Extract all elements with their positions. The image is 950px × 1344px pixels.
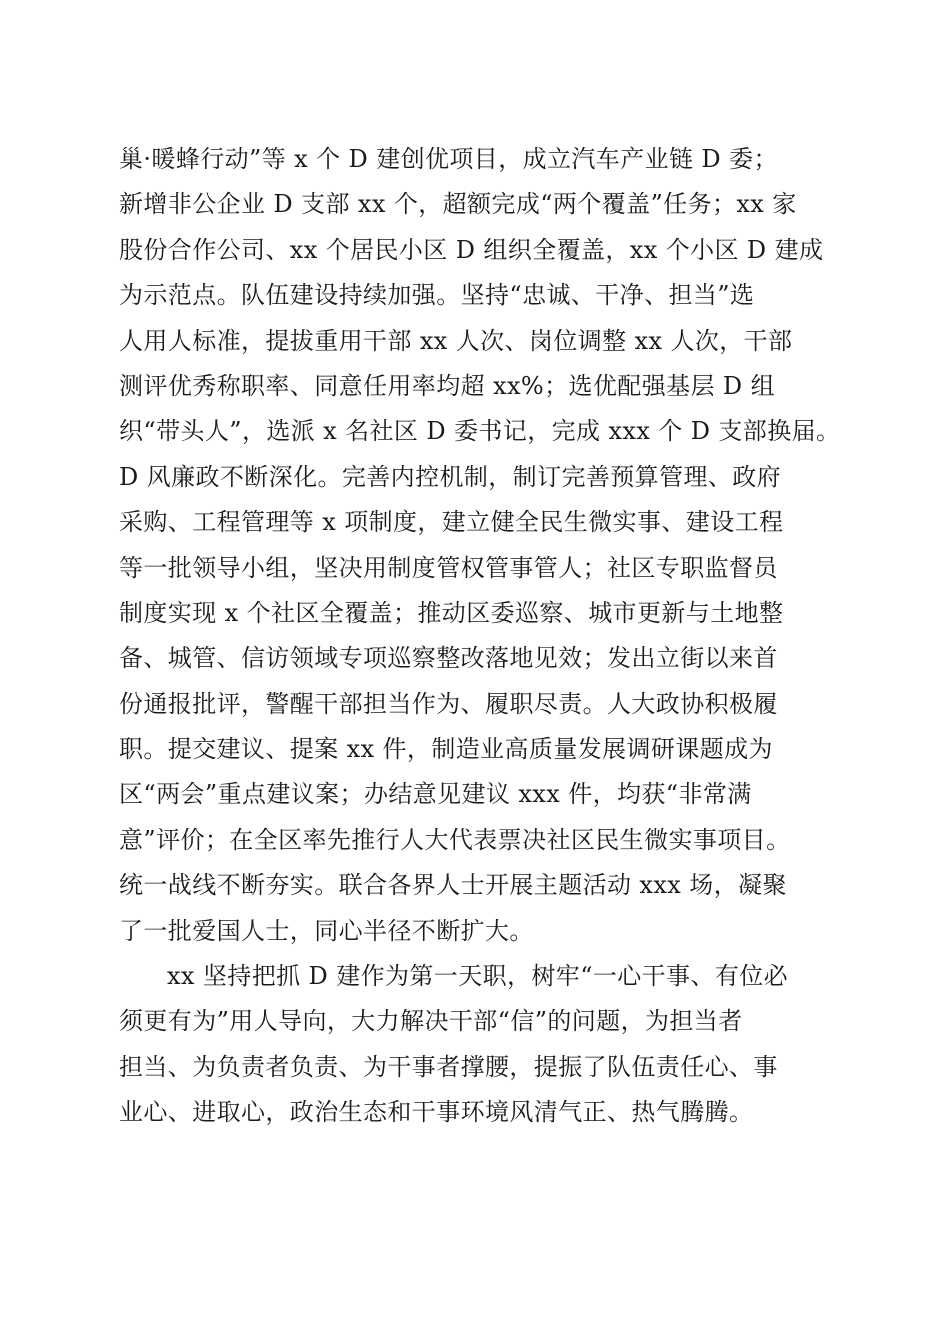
text-line: 统一战线不断夯实。联合各界人士开展主题活动 xxx 场，凝聚 bbox=[119, 871, 787, 900]
text-line: 等一批领导小组，坚决用制度管权管事管人；社区专职监督员 bbox=[119, 553, 778, 582]
text-line: 区“两会”重点建议案；办结意见建议 xxx 件，均获“非常满 bbox=[119, 780, 752, 809]
text-line: 意”评价；在全区率先推行人大代表票决社区民生微实事项目。 bbox=[119, 825, 791, 854]
paragraph-2 bbox=[119, 954, 839, 1136]
text-line: 人用人标准，提拔重用干部 xx 人次、岗位调整 xx 人次，干部 bbox=[119, 326, 793, 355]
text-line: 备、城管、信访领域专项巡察整改落地见效；发出立街以来首 bbox=[119, 644, 778, 673]
text-line: 了一批爱国人士，同心半径不断扩大。 bbox=[119, 916, 534, 945]
text-line-first: xx 坚持把抓 D 建作为第一天职，树牢“一心干事、有位必 bbox=[167, 962, 789, 991]
body-text bbox=[119, 137, 839, 1136]
text-line: 采购、工程管理等 x 项制度，建立健全民生微实事、建设工程 bbox=[119, 508, 784, 537]
text-line: 为示范点。队伍建设持续加强。坚持“忠诚、干净、担当”选 bbox=[119, 281, 755, 310]
text-line: D 风廉政不断深化。完善内控机制，制订完善预算管理、政府 bbox=[119, 462, 782, 491]
text-line: 测评优秀称职率、同意任用率均超 xx%；选优配强基层 D 组 bbox=[119, 371, 776, 400]
text-line: 制度实现 x 个社区全覆盖；推动区委巡察、城市更新与土地整 bbox=[119, 598, 784, 627]
text-line: 须更有为”用人导向，大力解决干部“信”的问题，为担当者 bbox=[119, 1007, 743, 1036]
text-line: 份通报批评，警醒干部担当作为、履职尽责。人大政协积极履 bbox=[119, 689, 778, 718]
text-line: 织“带头人”，选派 x 名社区 D 委书记，完成 xxx 个 D 支部换届。 bbox=[119, 417, 841, 446]
text-line: 职。提交建议、提案 xx 件，制造业高质量发展调研课题成为 bbox=[119, 735, 773, 764]
text-line: 股份合作公司、xx 个居民小区 D 组织全覆盖，xx 个小区 D 建成 bbox=[119, 235, 824, 264]
text-line: 新增非公企业 D 支部 xx 个，超额完成“两个覆盖”任务；xx 家 bbox=[119, 190, 797, 219]
paragraph-1 bbox=[119, 137, 839, 954]
text-line: 业心、进取心，政治生态和干事环境风清气正、热气腾腾。 bbox=[119, 1098, 754, 1127]
text-line: 巢·暖蜂行动”等 x 个 D 建创优项目，成立汽车产业链 D 委； bbox=[119, 145, 778, 173]
text-line: 担当、为负责者负责、为干事者撑腰，提振了队伍责任心、事 bbox=[119, 1052, 778, 1081]
